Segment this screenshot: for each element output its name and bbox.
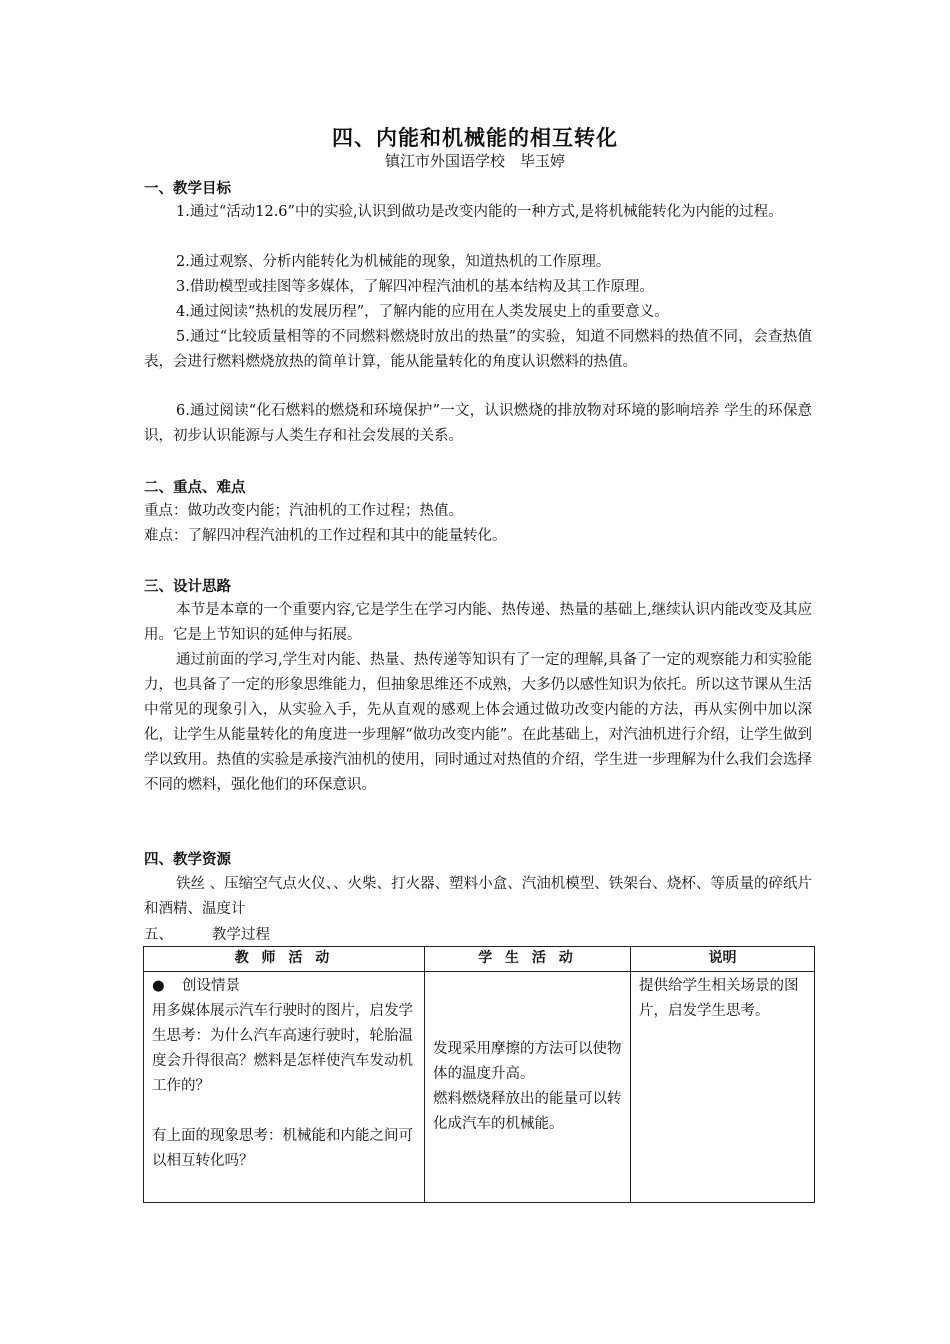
goal-item-5: 5.通过“比较质量相等的不同燃料燃烧时放出的热量”的实验，知道不同燃料的热值不同，会查热值表，会进行燃料燃烧放热的简单计算，能从能量转化的角度认识燃料的热值。 (144, 329, 812, 370)
teacher-cell (144, 972, 425, 1203)
table-header-row (144, 947, 815, 972)
section-heading-process (144, 923, 270, 944)
resources-text: 铁丝 、压缩空气点火仪、、火柴、打火器、塑料小盒、汽油机模型、铁架台、烧杯、等质量的碎纸片和酒精、温度计 (144, 876, 812, 917)
goal-item-6: 6.通过阅读“化石燃料的燃烧和环境保护”一文，认识燃烧的排放物对环境的影响培养 学生的环保意识，初步认识能源与人类生存和社会发展的关系。 (144, 403, 812, 444)
note-cell (631, 972, 815, 1203)
key-point: 重点：做功改变内能；汽油机的工作过程；热值。 (144, 503, 463, 519)
process-number: 五、 (144, 927, 173, 943)
teacher-paragraph-1: 用多媒体展示汽车行驶时的图片，启发学生思考：为什么汽车高速行驶时，轮胎温度会升得很高？燃料是怎样使汽车发动机工作的？ (152, 1003, 413, 1094)
student-paragraph-1: 发现采用摩擦的方法可以使物体的温度升高。 (433, 1041, 622, 1082)
spacer (152, 1099, 416, 1124)
process-label: 教学过程 (212, 927, 270, 943)
student-cell (425, 972, 631, 1203)
teacher-title: 创设情景 (182, 978, 240, 994)
design-paragraph-2: 通过前面的学习,学生对内能、热量、热传递等知识有了一定的理解,具备了一定的观察能力和实验能力，也具备了一定的形象思维能力，但抽象思维还不成熟，大多仍以感性知识为依托。所以这节课从生活中常见的现象引入，从实验入手，先从直观的感观上体会通过做功改变内能的方法，再从实例中加以深化，让学生从能量转化的角度进一步理解“做功改变内能”。在此基础上，对汽油机进行介绍，让学生做到学以致用。热值的实验是承接汽油机的使用，同时通过对热值的介绍，学生进一步理解为什么我们会选择不同的燃料，强化他们的环保意识。 (144, 652, 812, 793)
bullet-icon: ● (152, 978, 165, 994)
section-heading-design: 三、设计思路 (144, 579, 231, 595)
student-paragraph-2: 燃料燃烧释放出的能量可以转化成汽车的机械能。 (433, 1091, 622, 1132)
note-text: 提供给学生相关场景的图片，启发学生思考。 (639, 978, 799, 1019)
section-heading-resources: 四、教学资源 (144, 852, 231, 868)
difficult-point: 难点：了解四冲程汽油机的工作过程和其中的能量转化。 (144, 528, 507, 544)
goal-item-2: 2.通过观察、分析内能转化为机械能的现象，知道热机的工作原理。 (176, 254, 611, 270)
process-table (143, 946, 815, 1203)
section-heading-goals: 一、教学目标 (144, 181, 231, 197)
page-title: 四、内能和机械能的相互转化 (332, 126, 618, 150)
goal-item-1: 1.通过“活动12.6”中的实验,认识到做功是改变内能的一种方式,是将机械能转化为内能的过程。 (176, 204, 783, 220)
header-note: 说明 (631, 947, 815, 972)
table-row (144, 972, 815, 1203)
teacher-paragraph-2: 有上面的现象思考：机械能和内能之间可以相互转化吗？ (152, 1128, 413, 1169)
design-paragraph-1: 本节是本章的一个重要内容,它是学生在学习内能、热传递、热量的基础上,继续认识内能改变及其应用。它是上节知识的延伸与拓展。 (144, 602, 812, 643)
section-heading-keypoints: 二、重点、难点 (144, 480, 246, 496)
author-line: 镇江市外国语学校 毕玉婷 (384, 152, 565, 170)
header-student: 学 生 活 动 (425, 947, 631, 972)
teacher-title-line (152, 974, 416, 999)
goal-item-3: 3.借助模型或挂图等多媒体，了解四冲程汽油机的基本结构及其工作原理。 (176, 279, 654, 295)
goal-item-4: 4.通过阅读“热机的发展历程”，了解内能的应用在人类发展史上的重要意义。 (176, 304, 669, 320)
header-teacher: 教 师 活 动 (144, 947, 425, 972)
